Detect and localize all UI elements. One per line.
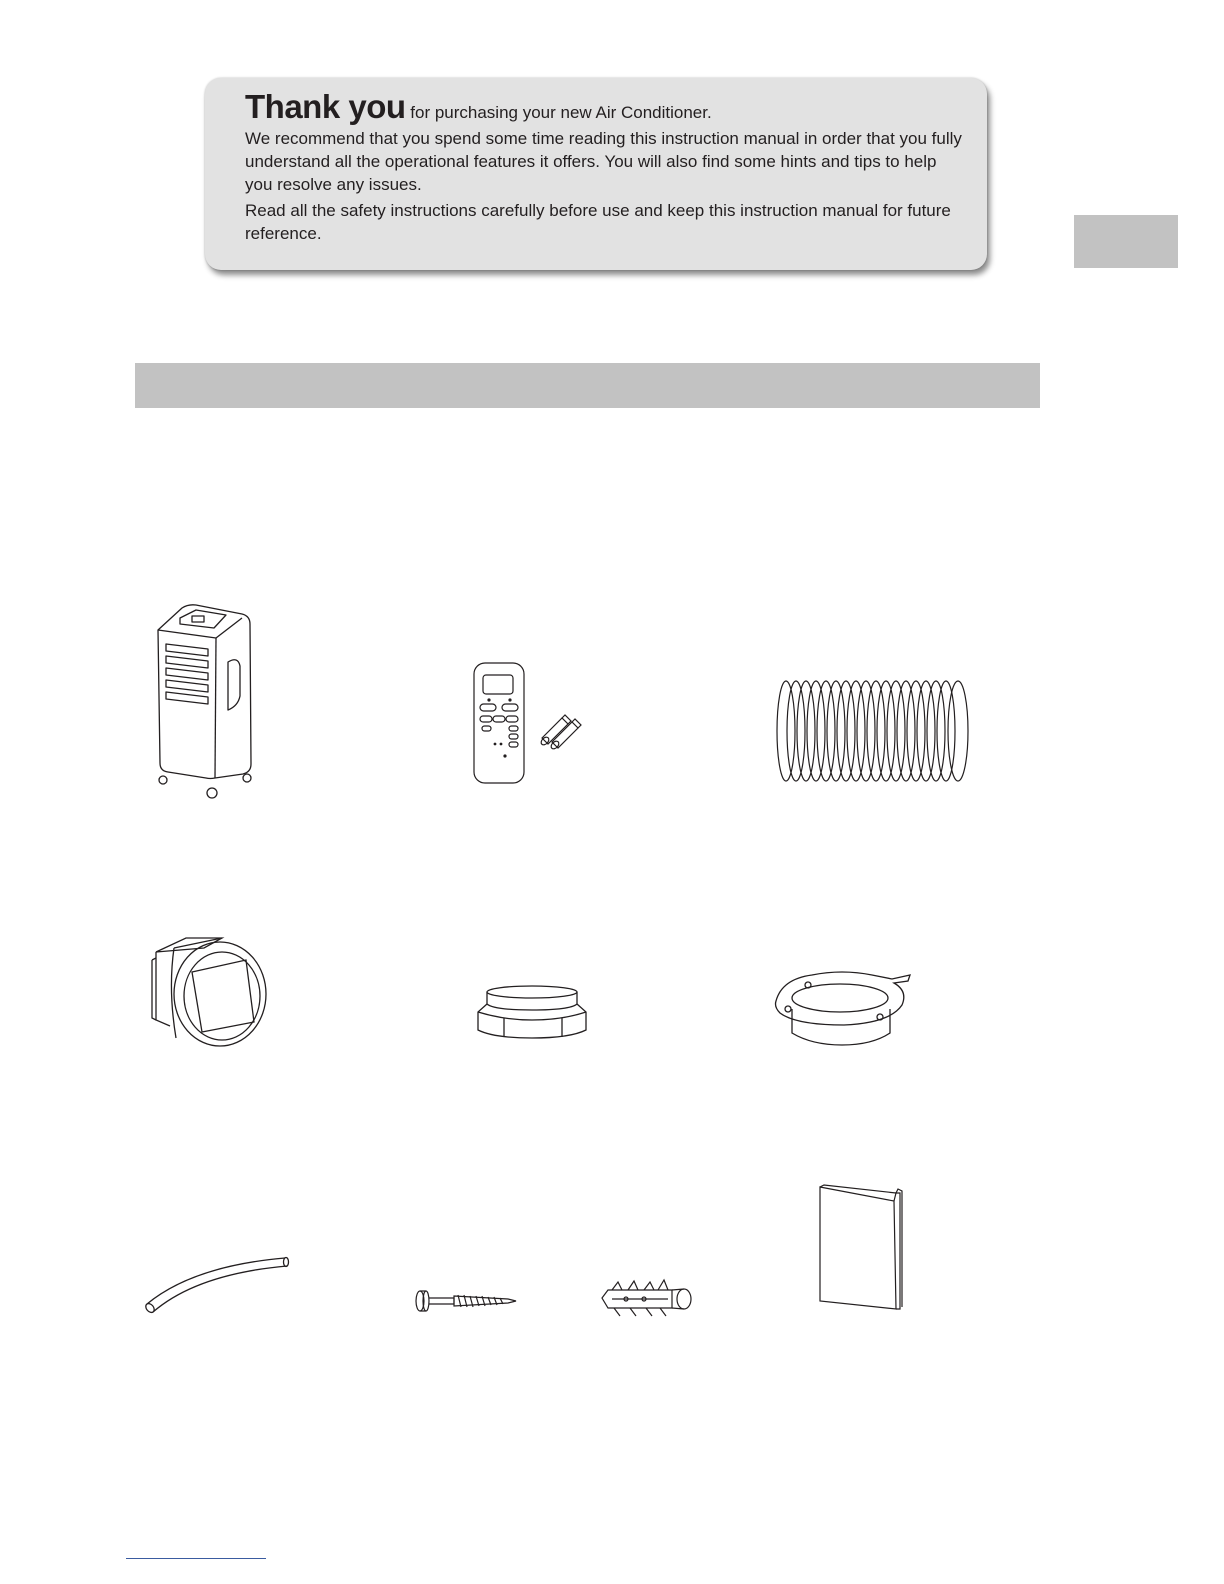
intro-paragraph-1: We recommend that you spend some time reading this instruction manual in order that you fully understand all the operational features it offers. You will also find some hints and tips to help you resolve any issues.	[245, 129, 962, 194]
instruction-manual-icon	[812, 1183, 908, 1313]
thank-you-lead: for purchasing your new Air Conditioner.	[410, 103, 712, 122]
screw-icon	[412, 1288, 520, 1314]
air-conditioner-icon	[130, 600, 270, 800]
thank-you-text	[245, 88, 965, 245]
round-connector-icon	[474, 982, 592, 1042]
thank-you-heading-line	[245, 88, 965, 125]
thank-you-box	[205, 78, 987, 270]
section-side-tab	[1074, 215, 1178, 268]
section-header-bar	[135, 363, 1040, 408]
wall-plug-icon	[598, 1278, 696, 1318]
hose-adaptor-icon	[148, 930, 273, 1055]
batteries-icon	[536, 710, 586, 750]
intro-paragraph-2: Read all the safety instructions carefully before use and keep this instruction manual for future reference.	[245, 201, 951, 243]
thank-you-title: Thank you	[245, 88, 406, 125]
remote-control-icon	[468, 660, 530, 786]
footer-rule	[126, 1558, 266, 1559]
flanged-connector-icon	[772, 965, 917, 1050]
drain-pipe-icon	[143, 1250, 293, 1316]
exhaust-hose-icon	[772, 675, 982, 790]
